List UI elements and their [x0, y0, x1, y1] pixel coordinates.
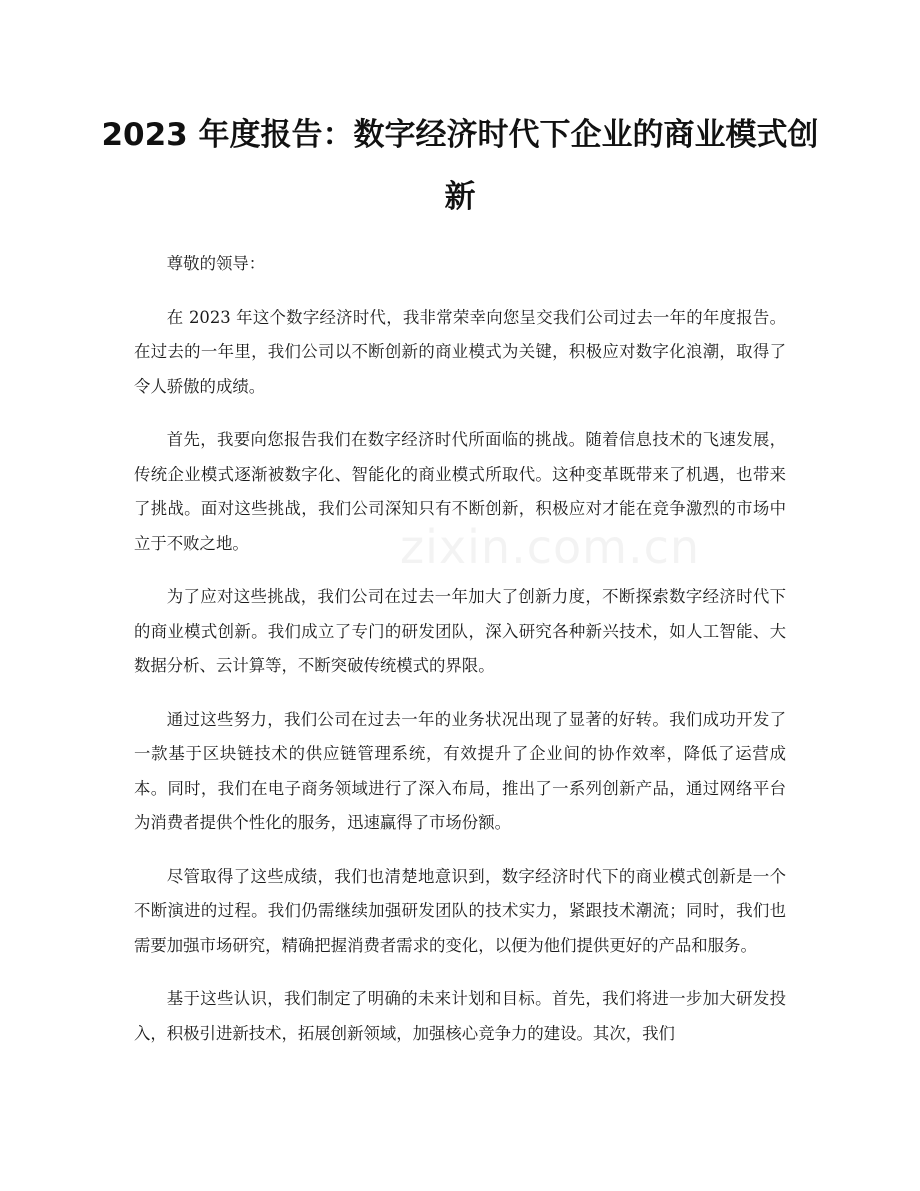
paragraph-3: 为了应对这些挑战，我们公司在过去一年加大了创新力度，不断探索数字经济时代下的商业模式创新。我们成立了专门的研发团队，深入研究各种新兴技术，如人工智能、大数据分析、云计算等，不断突破传统模式的界限。 — [134, 587, 786, 675]
salutation: 尊敬的领导： — [166, 254, 266, 273]
watermark: zixin.com.cn — [400, 520, 701, 574]
document-body — [134, 247, 786, 1070]
paragraph-6: 基于这些认识，我们制定了明确的未来计划和目标。首先，我们将进一步加大研发投入，积极引进新技术，拓展创新领域，加强核心竞争力的建设。其次，我们 — [134, 989, 786, 1043]
paragraph-1: 在 2023 年这个数字经济时代，我非常荣幸向您呈交我们公司过去一年的年度报告。在过去的一年里，我们公司以不断创新的商业模式为关键，积极应对数字化浪潮，取得了令人骄傲的成绩。 — [134, 307, 786, 396]
paragraph-4: 通过这些努力，我们公司在过去一年的业务状况出现了显著的好转。我们成功开发了一款基于区块链技术的供应链管理系统，有效提升了企业间的协作效率，降低了运营成本。同时，我们在电子商务领域进行了深入布局，推出了一系列创新产品，通过网络平台为消费者提供个性化的服务，迅速赢得了市场份额。 — [134, 709, 786, 832]
document-title: 2023 年度报告：数字经济时代下企业的商业模式创新 — [101, 117, 819, 215]
paragraph-2: 首先，我要向您报告我们在数字经济时代所面临的挑战。随着信息技术的飞速发展，传统企业模式逐渐被数字化、智能化的商业模式所取代。这种变革既带来了机遇，也带来了挑战。面对这些挑战，我们公司深知只有不断创新，积极应对才能在竞争激烈的市场中立于不败之地。 — [134, 430, 786, 553]
paragraph-5: 尽管取得了这些成绩，我们也清楚地意识到，数字经济时代下的商业模式创新是一个不断演进的过程。我们仍需继续加强研发团队的技术实力，紧跟技术潮流；同时，我们也需要加强市场研究，精确把握消费者需求的变化，以便为他们提供更好的产品和服务。 — [134, 866, 786, 955]
